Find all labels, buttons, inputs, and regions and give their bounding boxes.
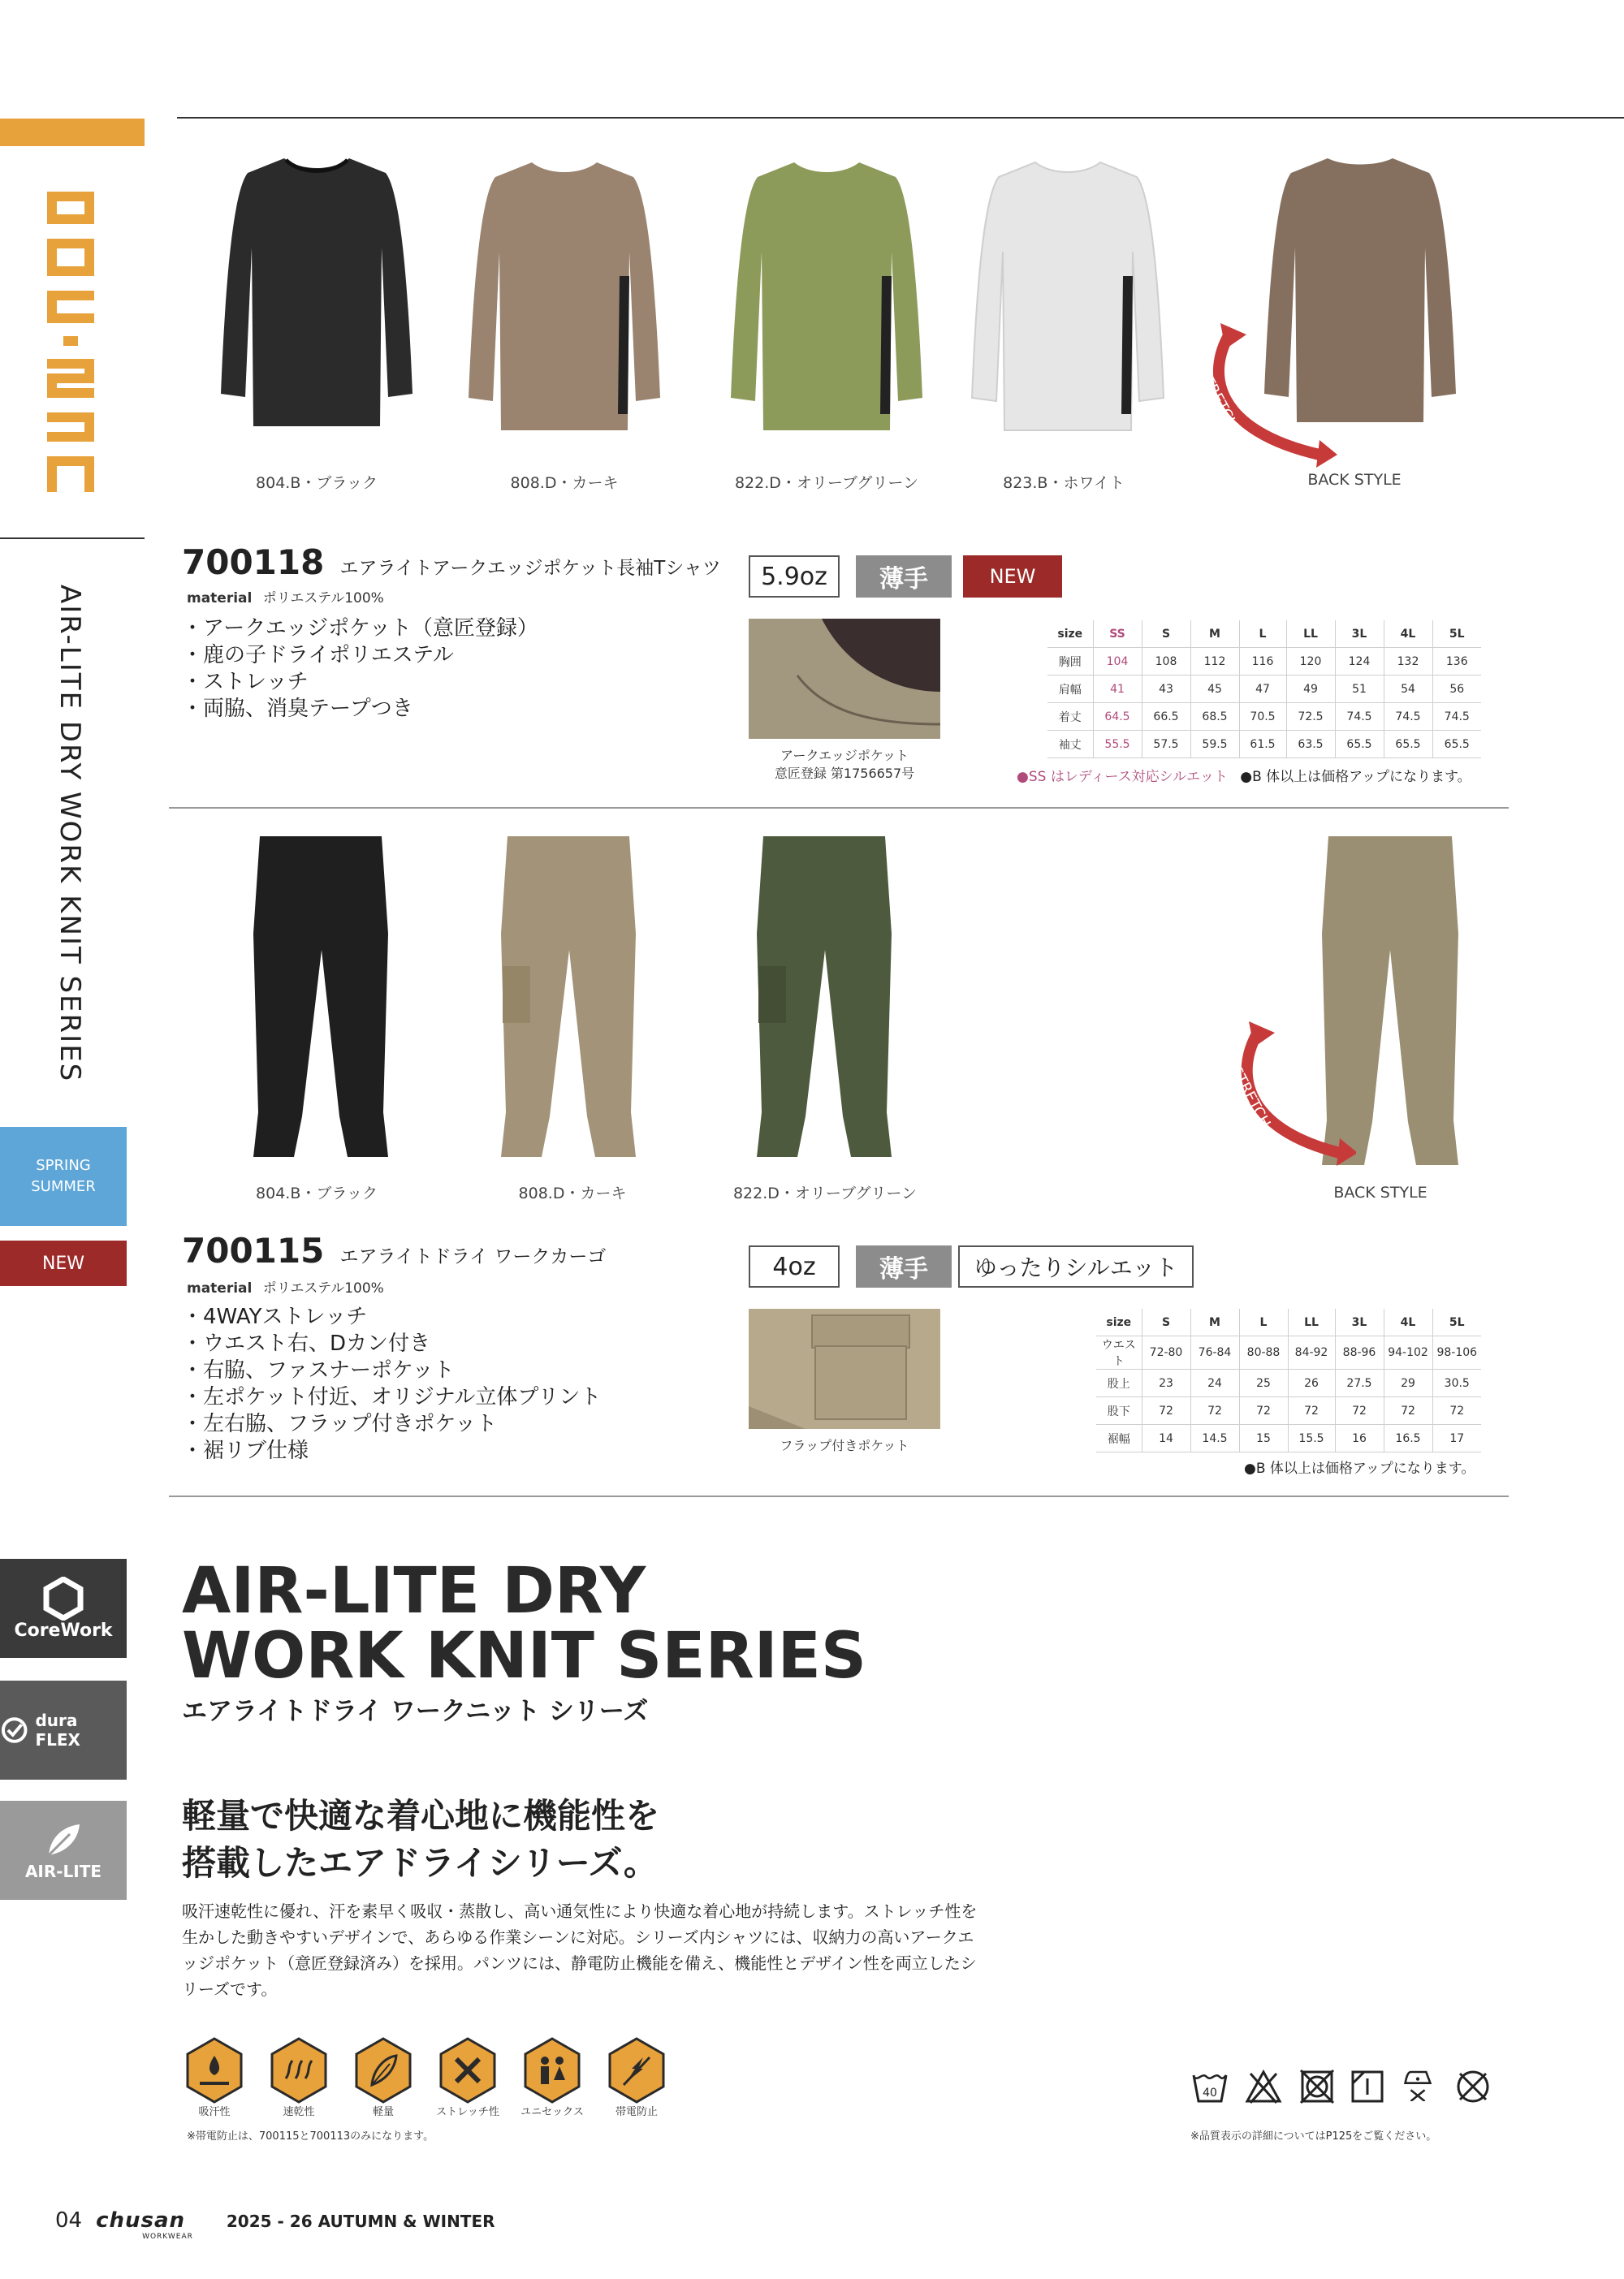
page-footer xyxy=(55,2208,495,2241)
product-name: エアライトアークエッジポケット長袖Tシャツ xyxy=(339,558,721,579)
color-caption: 808.D・カーキ xyxy=(518,1185,627,1202)
footer-season: 2025 - 26 AUTUMN & WINTER xyxy=(226,2212,495,2231)
pants-price-note: ●B 体以上は価格アップになります。 xyxy=(1244,1461,1475,1477)
feature-item: ・鹿の子ドライポリエステル xyxy=(182,643,454,667)
size-cell: 4L xyxy=(1384,620,1432,648)
size-cell: 51 xyxy=(1335,675,1384,703)
size-cell: 45 xyxy=(1190,675,1239,703)
size-cell: 116 xyxy=(1239,648,1286,675)
pants-black-image xyxy=(244,836,398,1161)
size-cell: 64.5 xyxy=(1093,703,1142,731)
size-row xyxy=(1096,1397,1481,1425)
size-header-row xyxy=(1096,1309,1481,1336)
series-headline xyxy=(182,1793,659,1887)
shirt-khaki-image xyxy=(467,154,662,438)
size-cell: 16.5 xyxy=(1384,1425,1432,1452)
flap-pocket-caption: フラップ付きポケット xyxy=(780,1438,909,1453)
shirt-size-note xyxy=(1017,765,1471,785)
feature-label: ストレッチ性 xyxy=(436,2106,499,2118)
series-title-line2: WORK KNIT SERIES xyxy=(182,1620,867,1693)
size-cell: 55.5 xyxy=(1093,731,1142,758)
rail-accent-bar xyxy=(0,119,145,146)
footer-brand: chusan xyxy=(96,2208,186,2233)
product2-features xyxy=(182,1304,601,1465)
season-line2: SUMMER xyxy=(31,1178,96,1195)
size-cell: 15 xyxy=(1239,1425,1288,1452)
color-caption: 808.D・カーキ xyxy=(510,474,619,492)
size-cell: 120 xyxy=(1286,648,1335,675)
pants-size-table xyxy=(1096,1309,1481,1452)
feature-item: ・左右脇、フラップ付きポケット xyxy=(182,1412,498,1436)
product-code: 700118 xyxy=(182,542,325,582)
feature-label: 速乾性 xyxy=(283,2106,315,2118)
series-description: 吸汗速乾性に優れ、汗を素早く吸収・蒸散し、高い通気性により快適な着心地が持続します。ストレッチ性を生かした動きやすいデザインで、あらゆる作業シーンに対応。シリーズ内シャツには、収納力の高いアークエッジポケット（意匠登録済み）を採用。パンツには、静電防止機能を備え、機能性とデザイン性を両立したシリーズです。 xyxy=(182,1901,978,1999)
silhouette-badge: ゆったりシルエット xyxy=(958,1245,1194,1288)
size-cell: 59.5 xyxy=(1190,731,1239,758)
pocket-caption-line1: アークエッジポケット xyxy=(780,748,909,763)
pocket-caption-line2: 意匠登録 第1756657号 xyxy=(774,766,915,781)
size-cell: L xyxy=(1239,1309,1288,1336)
size-cell: 54 xyxy=(1384,675,1432,703)
series-title xyxy=(182,1555,867,1693)
size-row-label: 胸囲 xyxy=(1047,648,1093,675)
feature-label: 帯電防止 xyxy=(615,2106,658,2118)
size-cell: 14.5 xyxy=(1190,1425,1239,1452)
size-cell: 25 xyxy=(1239,1370,1288,1397)
size-cell: 72 xyxy=(1384,1397,1432,1425)
wash-40-icon xyxy=(1190,2067,1229,2106)
footer-brand-sub: WORKWEAR xyxy=(142,2233,193,2241)
size-cell: S xyxy=(1142,1309,1190,1336)
feature-item: ・左ポケット付近、オリジナル立体プリント xyxy=(182,1385,602,1409)
size-cell: 65.5 xyxy=(1384,731,1432,758)
size-cell: LL xyxy=(1288,1309,1335,1336)
size-cell: LL xyxy=(1286,620,1335,648)
headline-line1: 軽量で快適な着心地に機能性を xyxy=(182,1796,660,1836)
size-cell: 72 xyxy=(1142,1397,1190,1425)
size-cell: 27.5 xyxy=(1335,1370,1384,1397)
feature-item: ・両脇、消臭テープつき xyxy=(182,697,413,721)
product2-material xyxy=(187,1276,384,1297)
arc-edge-pocket-image xyxy=(749,619,940,739)
shirt-size-table xyxy=(1047,620,1481,758)
section-divider xyxy=(169,807,1509,809)
size-cell: 132 xyxy=(1384,648,1432,675)
size-cell: M xyxy=(1190,620,1239,648)
header-rule xyxy=(177,117,1624,119)
feature-item: ・裾リブ仕様 xyxy=(182,1439,309,1463)
season-tag xyxy=(0,1127,127,1226)
headline-line2: 搭載したエアドライシリーズ。 xyxy=(182,1843,658,1883)
pants-olive-image xyxy=(747,836,901,1161)
size-row xyxy=(1047,675,1481,703)
size-cell: 41 xyxy=(1093,675,1142,703)
shirt-olive-image xyxy=(729,154,924,438)
size-cell: 94-102 xyxy=(1384,1336,1432,1370)
size-cell: 5L xyxy=(1432,1309,1481,1336)
rail-divider xyxy=(0,537,145,539)
care-footnote: ※品質表示の詳細についてはP125をご覧ください。 xyxy=(1190,2130,1437,2143)
brand-logo xyxy=(42,192,99,492)
weight-badge: 4oz xyxy=(749,1245,840,1288)
iron-low-icon xyxy=(1398,2062,1437,2101)
feature-item: ・アークエッジポケット（意匠登録） xyxy=(182,616,538,641)
size-cell: 104 xyxy=(1093,648,1142,675)
size-cell: 72 xyxy=(1239,1397,1288,1425)
size-row-label: 肩幅 xyxy=(1047,675,1093,703)
feature-item: ・4WAYストレッチ xyxy=(182,1305,368,1329)
series-subtitle: エアライトドライ ワークニット シリーズ xyxy=(182,1697,649,1726)
size-cell: 17 xyxy=(1432,1425,1481,1452)
size-cell: 136 xyxy=(1432,648,1481,675)
size-cell: 47 xyxy=(1239,675,1286,703)
color-caption: 822.D・オリーブグリーン xyxy=(734,474,919,492)
shirt-black-image xyxy=(219,150,414,434)
size-cell: 4L xyxy=(1384,1309,1432,1336)
feature-label: ユニセックス xyxy=(520,2106,584,2118)
size-cell: 84-92 xyxy=(1288,1336,1335,1370)
material-value: ポリエステル100% xyxy=(262,1280,384,1297)
feature-label: 吸汗性 xyxy=(198,2106,231,2118)
thickness-badge: 薄手 xyxy=(856,1245,952,1288)
color-caption: 823.B・ホワイト xyxy=(1003,474,1125,492)
size-cell: 74.5 xyxy=(1335,703,1384,731)
material-label: material xyxy=(187,590,253,606)
size-cell: 57.5 xyxy=(1142,731,1190,758)
size-cell: 23 xyxy=(1142,1370,1190,1397)
size-cell: 76-84 xyxy=(1190,1336,1239,1370)
size-cell: 29 xyxy=(1384,1370,1432,1397)
size-cell: 3L xyxy=(1335,620,1384,648)
size-cell: 80-88 xyxy=(1239,1336,1288,1370)
feature-footnote: ※帯電防止は、700115と700113のみになります。 xyxy=(187,2130,434,2143)
size-cell: 14 xyxy=(1142,1425,1190,1452)
size-cell: 72 xyxy=(1432,1397,1481,1425)
size-cell: 124 xyxy=(1335,648,1384,675)
product-name: エアライトドライ ワークカーゴ xyxy=(339,1246,607,1267)
unisex-icon xyxy=(523,2036,581,2104)
pants-khaki-image xyxy=(491,836,646,1161)
product1-header xyxy=(182,542,721,582)
line-dry-icon xyxy=(1348,2067,1387,2106)
series-vertical-label: AIR-LITE DRY WORK KNIT SERIES xyxy=(54,585,86,1083)
logo-label: dura FLEX xyxy=(35,1711,80,1750)
logo-label: CoreWork xyxy=(14,1620,113,1641)
size-row xyxy=(1047,648,1481,675)
size-cell: 5L xyxy=(1432,620,1481,648)
product1-material xyxy=(187,586,384,606)
size-cell: 24 xyxy=(1190,1370,1239,1397)
new-badge: NEW xyxy=(963,555,1062,598)
product-code: 700115 xyxy=(182,1231,325,1271)
weight-badge: 5.9oz xyxy=(749,555,840,598)
feature-item: ・ウエスト右、Dカン付き xyxy=(182,1332,431,1356)
feature-item: ・ストレッチ xyxy=(182,670,309,694)
size-cell: 65.5 xyxy=(1335,731,1384,758)
size-cell: 112 xyxy=(1190,648,1239,675)
pocket-caption xyxy=(749,747,940,783)
size-cell: 74.5 xyxy=(1384,703,1432,731)
flap-pocket-image xyxy=(749,1309,940,1429)
quick-dry-icon xyxy=(270,2036,328,2104)
wash-temp: 40 xyxy=(1203,2087,1217,2100)
ladies-note: ●SS はレディース対応シルエット xyxy=(1017,769,1228,785)
size-row-label: 袖丈 xyxy=(1047,731,1093,758)
material-value: ポリエステル100% xyxy=(262,590,384,606)
size-cell: 3L xyxy=(1335,1309,1384,1336)
size-row xyxy=(1096,1370,1481,1397)
price-note: ●B 体以上は価格アップになります。 xyxy=(1240,769,1471,785)
stretch-label: STRETCH xyxy=(1194,365,1242,433)
size-row-label: 裾幅 xyxy=(1096,1425,1142,1452)
leaf-icon xyxy=(42,1819,84,1862)
back-style-caption: BACK STYLE xyxy=(1307,471,1402,489)
stretch-icon xyxy=(438,2036,497,2104)
size-cell: 108 xyxy=(1142,648,1190,675)
size-row-label: ウエスト xyxy=(1096,1336,1142,1370)
size-cell: 74.5 xyxy=(1432,703,1481,731)
size-cell: 72-80 xyxy=(1142,1336,1190,1370)
section-divider xyxy=(169,1496,1509,1497)
absorb-icon xyxy=(185,2036,244,2104)
size-row-label: 股上 xyxy=(1096,1370,1142,1397)
product2-header xyxy=(182,1231,606,1271)
size-cell: 61.5 xyxy=(1239,731,1286,758)
feature-label: 軽量 xyxy=(372,2106,394,2118)
size-cell: 15.5 xyxy=(1288,1425,1335,1452)
color-caption: 804.B・ブラック xyxy=(256,1185,378,1202)
new-tag: NEW xyxy=(0,1241,127,1286)
size-cell: 68.5 xyxy=(1190,703,1239,731)
stretch-label: STRETCH xyxy=(1227,1064,1274,1131)
check-circle-icon xyxy=(0,1716,28,1745)
size-row xyxy=(1096,1336,1481,1370)
feather-icon xyxy=(354,2036,412,2104)
size-cell: 30.5 xyxy=(1432,1370,1481,1397)
size-cell: 56 xyxy=(1432,675,1481,703)
size-cell: S xyxy=(1142,620,1190,648)
size-cell: 66.5 xyxy=(1142,703,1190,731)
size-row-label: 着丈 xyxy=(1047,703,1093,731)
logo-duraflex xyxy=(0,1681,127,1780)
antistatic-icon xyxy=(607,2036,666,2104)
size-cell: 88-96 xyxy=(1335,1336,1384,1370)
size-header-row xyxy=(1047,620,1481,648)
size-cell: 16 xyxy=(1335,1425,1384,1452)
size-cell: 98-106 xyxy=(1432,1336,1481,1370)
shirt-white-image xyxy=(970,154,1165,438)
no-bleach-icon xyxy=(1244,2067,1283,2106)
color-caption: 804.B・ブラック xyxy=(256,474,378,492)
thickness-badge: 薄手 xyxy=(856,555,952,598)
color-caption: 822.D・オリーブグリーン xyxy=(732,1185,918,1202)
size-cell: 70.5 xyxy=(1239,703,1286,731)
no-tumble-dry-icon xyxy=(1298,2067,1337,2106)
series-title-line1: AIR-LITE DRY xyxy=(182,1555,646,1628)
size-cell: M xyxy=(1190,1309,1239,1336)
season-line1: SPRING xyxy=(36,1157,91,1174)
size-cell: 49 xyxy=(1286,675,1335,703)
size-cell: 26 xyxy=(1288,1370,1335,1397)
size-row-label: size xyxy=(1096,1309,1142,1336)
feature-item: ・右脇、ファスナーポケット xyxy=(182,1358,455,1383)
size-row-label: 股下 xyxy=(1096,1397,1142,1425)
material-label: material xyxy=(187,1280,253,1297)
size-cell: 43 xyxy=(1142,675,1190,703)
logo-corework xyxy=(0,1559,127,1658)
size-cell: 63.5 xyxy=(1286,731,1335,758)
size-cell: SS xyxy=(1093,620,1142,648)
no-dry-clean-icon xyxy=(1453,2067,1492,2106)
logo-airlite xyxy=(0,1801,127,1900)
size-row xyxy=(1047,731,1481,758)
size-row xyxy=(1096,1425,1481,1452)
product1-features xyxy=(182,615,538,723)
size-cell: 72 xyxy=(1288,1397,1335,1425)
size-cell: 65.5 xyxy=(1432,731,1481,758)
size-row-label: size xyxy=(1047,620,1093,648)
logo-label: AIR-LITE xyxy=(24,1862,102,1881)
page-number: 04 xyxy=(55,2208,83,2233)
size-cell: L xyxy=(1239,620,1286,648)
hexagon-icon xyxy=(41,1577,85,1621)
size-cell: 72 xyxy=(1335,1397,1384,1425)
back-style-caption: BACK STYLE xyxy=(1333,1184,1427,1202)
size-row xyxy=(1047,703,1481,731)
size-cell: 72 xyxy=(1190,1397,1239,1425)
size-cell: 72.5 xyxy=(1286,703,1335,731)
